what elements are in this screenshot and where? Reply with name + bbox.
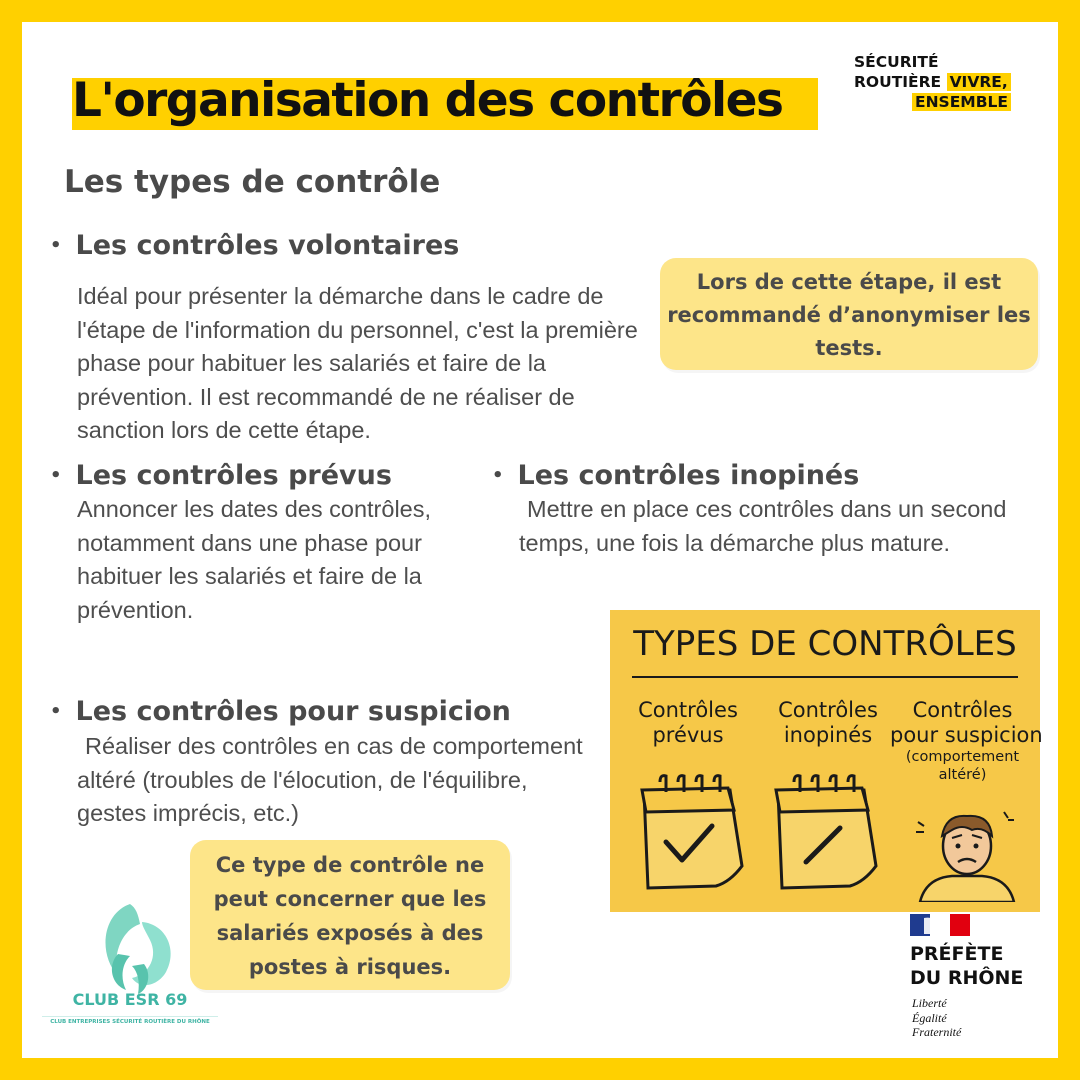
marianne-flag-icon xyxy=(910,912,972,938)
calendar-check-icon xyxy=(630,770,748,890)
motto-egalite: Égalité xyxy=(912,1010,947,1025)
col-inopines-line1: Contrôles xyxy=(778,698,878,722)
heading-inopines-text: Les contrôles inopinés xyxy=(517,460,860,491)
brand-logo xyxy=(854,52,1011,112)
col-prevus-line2: prévus xyxy=(652,723,724,747)
col-suspicion-line2: pour suspicion xyxy=(890,723,1043,747)
col-suspicion-note1: (comportement xyxy=(905,749,1020,765)
prefecture-motto xyxy=(912,996,961,1040)
illustration-title: TYPES DE CONTRÔLES xyxy=(633,624,1017,664)
heading-suspicion-text: Les contrôles pour suspicion xyxy=(75,696,511,727)
brand-word-vivre: VIVRE, xyxy=(947,73,1011,91)
illustration-col-prevus xyxy=(628,698,748,748)
heading-volontaires-text: Les contrôles volontaires xyxy=(75,230,460,261)
heading-inopines xyxy=(492,460,859,491)
prefecture-name-line1: PRÉFÈTE xyxy=(910,943,1004,965)
bullet-dot-icon: • xyxy=(50,701,62,722)
illustration-col-inopines xyxy=(768,698,888,748)
col-prevus-line1: Contrôles xyxy=(638,698,738,722)
bullet-dot-icon: • xyxy=(492,465,504,486)
worried-person-icon xyxy=(912,806,1022,902)
heading-prevus-text: Les contrôles prévus xyxy=(75,460,392,491)
brand-line-3 xyxy=(854,92,1011,112)
col-suspicion-note2: altéré) xyxy=(938,767,987,783)
prefecture-name xyxy=(910,942,1023,990)
poster xyxy=(22,22,1058,1058)
note-risques: Ce type de contrôle ne peut concerner que les salariés exposés à des postes à risques. xyxy=(190,840,510,990)
bullet-dot-icon: • xyxy=(50,465,62,486)
note-anonymise: Lors de cette étape, il est recommandé d’anonymiser les tests. xyxy=(660,258,1038,370)
brand-word-ensemble: ENSEMBLE xyxy=(912,93,1011,111)
club-subtitle: CLUB ENTREPRISES SÉCURITÉ ROUTIÈRE DU RHÔNE xyxy=(42,1016,218,1025)
col-suspicion-line1: Contrôles xyxy=(912,698,1013,722)
body-volontaires: Idéal pour présenter la démarche dans le cadre de l'étape de l'information du personnel, c'est la première phase pour habituer les salariés et faire de la prévention. Il est recommandé de ne réaliser de sanction lors de cette étape. xyxy=(77,283,638,443)
body-suspicion: Réaliser des contrôles en cas de comportement altéré (troubles de l'élocution, de l'équilibre, gestes imprécis, etc.) xyxy=(77,733,583,826)
body-prevus: Annoncer les dates des contrôles, notamment dans une phase pour habituer les salariés et faire de la prévention. xyxy=(77,496,432,623)
brand-word-routiere: ROUTIÈRE xyxy=(854,73,942,91)
page-title: L'organisation des contrôles xyxy=(72,73,783,128)
prefecture-name-line2: DU RHÔNE xyxy=(910,967,1024,989)
heading-suspicion xyxy=(50,696,511,727)
heading-prevus xyxy=(50,460,392,491)
brand-line-2 xyxy=(854,72,1011,92)
motto-fraternite: Fraternité xyxy=(912,1025,962,1039)
body-inopines: Mettre en place ces contrôles dans un second temps, une fois la démarche plus mature. xyxy=(519,496,1007,556)
section-subtitle: Les types de contrôle xyxy=(64,164,441,200)
motto-liberte: Liberté xyxy=(912,996,947,1010)
illustration-divider xyxy=(632,676,1018,678)
col-inopines-line2: inopinés xyxy=(783,723,873,747)
illustration-col-suspicion xyxy=(890,698,1043,784)
heading-volontaires xyxy=(50,230,459,261)
types-illustration xyxy=(610,610,1043,912)
brand-line-1: SÉCURITÉ xyxy=(854,53,939,71)
calendar-slash-icon xyxy=(764,770,882,890)
club-name: CLUB ESR 69 xyxy=(72,990,188,1009)
bullet-dot-icon: • xyxy=(50,235,62,256)
